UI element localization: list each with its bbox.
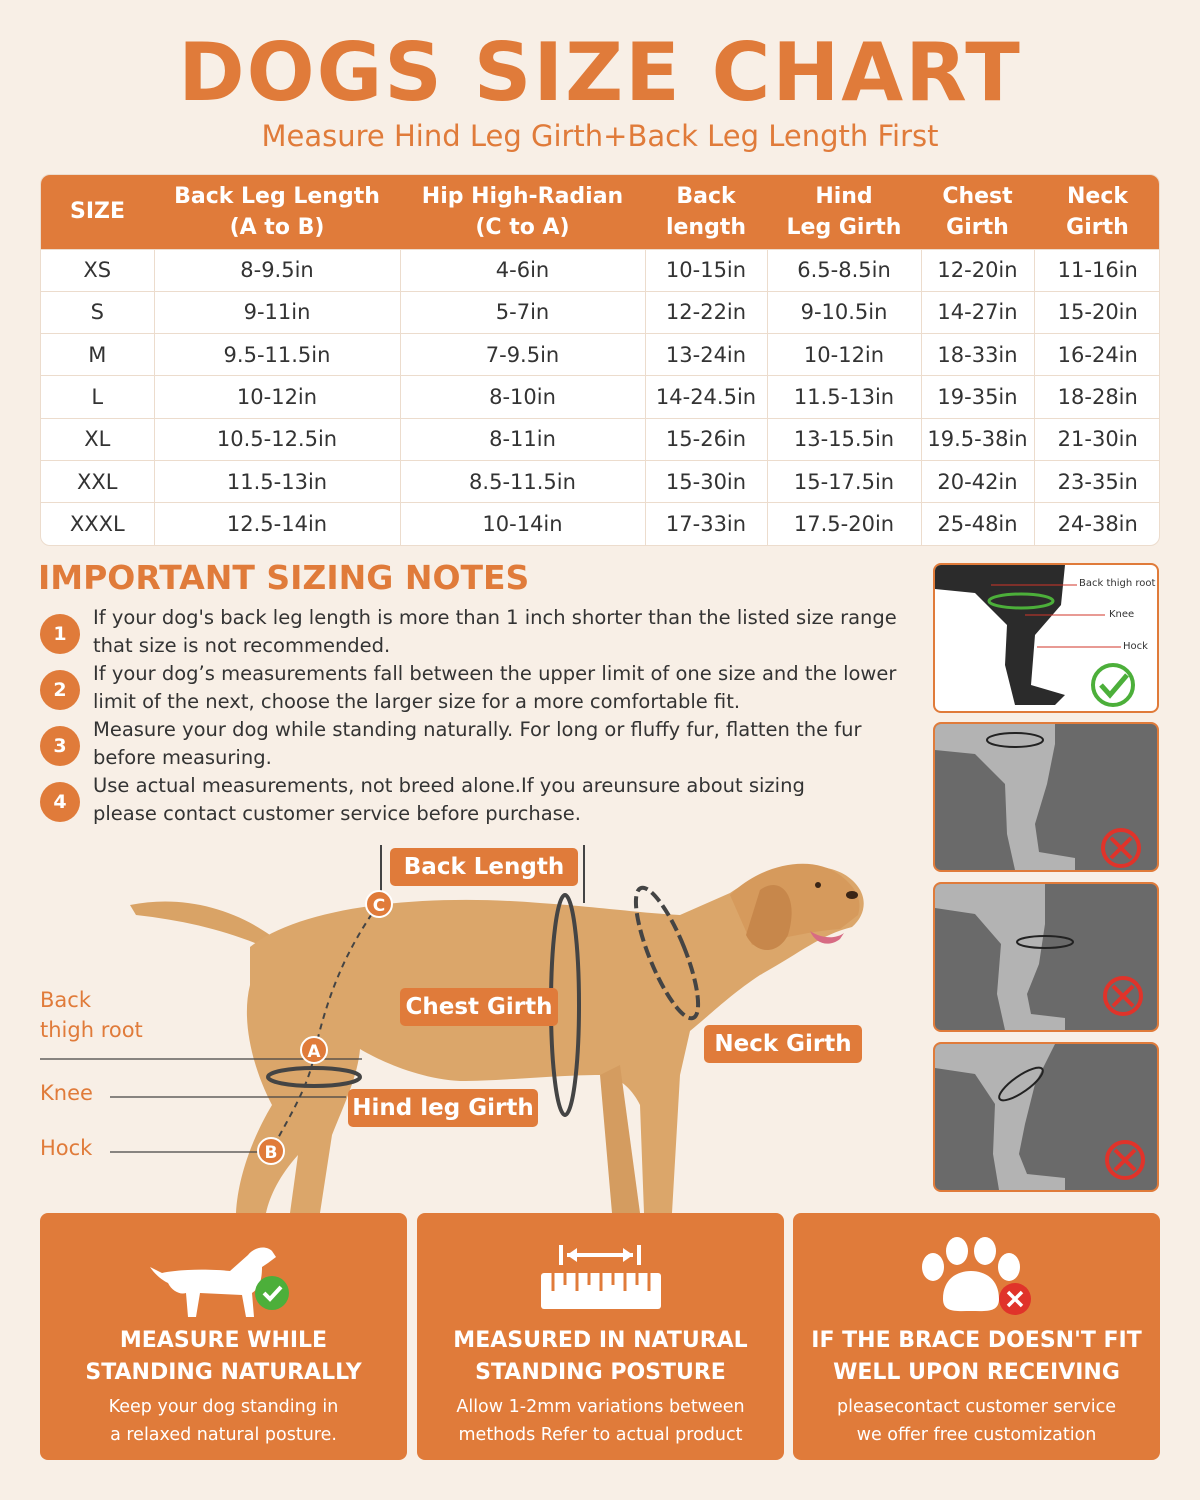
paw-graphic	[793, 1233, 1160, 1333]
table-row	[41, 249, 1160, 291]
measurement-cell: 24-38in	[1034, 503, 1160, 545]
size-cell: L	[41, 376, 154, 418]
wrong-fit-thumbnail	[933, 882, 1159, 1032]
measurement-cell: 21-30in	[1034, 418, 1160, 460]
wrong-brace-illustration	[935, 724, 1157, 870]
size-cell: S	[41, 291, 154, 333]
x-mark-icon	[1111, 838, 1131, 858]
measurement-cell: 10-14in	[400, 503, 645, 545]
header-line: (A to B)	[229, 214, 325, 240]
measurement-cell: 9.5-11.5in	[154, 334, 400, 376]
card-desc-line: Allow 1-2mm variations between	[456, 1397, 745, 1417]
table-row	[41, 460, 1160, 502]
card-title-line: STANDING NATURALLY	[85, 1360, 362, 1385]
note-text	[93, 660, 903, 716]
measurement-cell: 7-9.5in	[400, 334, 645, 376]
measurement-cell: 23-35in	[1034, 460, 1160, 502]
measurement-cell: 25-48in	[921, 503, 1034, 545]
measurement-cell: 10-12in	[767, 334, 921, 376]
table-body	[41, 249, 1160, 545]
measurement-cell: 9-10.5in	[767, 291, 921, 333]
back-length-label: Back Length	[390, 848, 578, 886]
sizing-notes-title: IMPORTANT SIZING NOTES	[38, 558, 530, 597]
measurement-cell: 10-12in	[154, 376, 400, 418]
dog-check-icon	[40, 1233, 407, 1333]
header-line: (C to A)	[475, 214, 570, 240]
card-title-line: MEASURED IN NATURAL	[453, 1328, 748, 1353]
paw-pad	[943, 1271, 999, 1311]
note-text	[93, 716, 903, 772]
measurement-cell: 18-28in	[1034, 376, 1160, 418]
note-item	[40, 660, 900, 716]
measurement-cell: 19.5-38in	[921, 418, 1034, 460]
header-line: Chest	[942, 183, 1013, 209]
note-line: Measure your dog while standing naturally. For long or fluffy fur, flatten the fur	[93, 718, 862, 741]
label-line: thigh root	[40, 1018, 143, 1042]
ruler-graphic	[417, 1233, 784, 1333]
thumb-back-thigh-root-label: Back thigh root	[1079, 578, 1156, 589]
measurement-cell: 15-20in	[1034, 291, 1160, 333]
card-description	[793, 1393, 1160, 1449]
measurement-cell: 14-24.5in	[645, 376, 767, 418]
note-text	[93, 772, 903, 828]
measurement-cell: 17-33in	[645, 503, 767, 545]
header-line: SIZE	[69, 199, 125, 225]
measurement-cell: 4-6in	[400, 249, 645, 291]
measurement-cell: 11.5-13in	[154, 460, 400, 502]
knee-label: Knee	[40, 1081, 93, 1105]
card-title	[417, 1325, 784, 1389]
hock-label: Hock	[40, 1136, 93, 1160]
note-line: that size is not recommended.	[93, 634, 391, 657]
measurement-cell: 6.5-8.5in	[767, 249, 921, 291]
leg-shape	[935, 1044, 1065, 1190]
measurement-cell: 15-30in	[645, 460, 767, 502]
note-number-badge: 2	[40, 670, 80, 710]
header-line: Back	[676, 183, 736, 209]
correct-fit-thumbnail	[933, 563, 1159, 713]
column-header	[41, 175, 154, 249]
measured-posture-card	[417, 1213, 784, 1460]
measurement-cell: 5-7in	[400, 291, 645, 333]
thumb-knee-label: Knee	[1109, 609, 1135, 620]
size-cell: XL	[41, 418, 154, 460]
dog-eye	[815, 882, 821, 888]
note-line: before measuring.	[93, 746, 272, 769]
table-row	[41, 376, 1160, 418]
measurement-cell: 14-27in	[921, 291, 1034, 333]
measurement-cell: 20-42in	[921, 460, 1034, 502]
measurement-cell: 8.5-11.5in	[400, 460, 645, 502]
point-a-marker: A	[300, 1036, 328, 1064]
hind-leg-girth-label: Hind leg Girth	[348, 1089, 538, 1127]
note-item	[40, 772, 900, 828]
table-row	[41, 291, 1160, 333]
x-mark-icon	[1115, 1150, 1135, 1170]
column-header	[400, 175, 645, 249]
note-line: limit of the next, choose the larger size for a more comfortable fit.	[93, 690, 741, 713]
check-circle-icon	[1093, 665, 1133, 705]
wrong-fit-thumbnail	[933, 722, 1159, 872]
measurement-cell: 15-17.5in	[767, 460, 921, 502]
card-title-line: STANDING POSTURE	[475, 1360, 726, 1385]
measurement-cell: 13-15.5in	[767, 418, 921, 460]
x-mark-icon	[1113, 986, 1133, 1006]
header-line: Back Leg Length	[174, 183, 380, 209]
measurement-cell: 12-20in	[921, 249, 1034, 291]
measurement-cell: 10.5-12.5in	[154, 418, 400, 460]
size-cell: XXL	[41, 460, 154, 502]
table-row	[41, 334, 1160, 376]
back-thigh-root-label	[40, 985, 143, 1045]
note-text	[93, 604, 903, 660]
dog-measurement-diagram	[40, 835, 920, 1213]
note-number-badge: 4	[40, 782, 80, 822]
point-b-marker: B	[257, 1137, 285, 1165]
column-header	[767, 175, 921, 249]
note-line: If your dog’s measurements fall between the upper limit of one size and the lower	[93, 662, 897, 685]
measurement-cell: 8-9.5in	[154, 249, 400, 291]
size-cell: XS	[41, 249, 154, 291]
column-header	[1034, 175, 1160, 249]
brace-leg-shape	[935, 565, 1065, 705]
card-title-line: MEASURE WHILE	[119, 1328, 328, 1353]
header-line: Leg Girth	[786, 214, 902, 240]
measurement-cell: 12-22in	[645, 291, 767, 333]
check-badge	[255, 1276, 289, 1310]
dog-shape	[150, 1248, 276, 1317]
measurement-cell: 15-26in	[645, 418, 767, 460]
card-desc-line: Keep your dog standing in	[108, 1397, 339, 1417]
note-item	[40, 604, 900, 660]
note-line: please contact customer service before purchase.	[93, 802, 582, 825]
measurement-cell: 17.5-20in	[767, 503, 921, 545]
measurement-cell: 12.5-14in	[154, 503, 400, 545]
check-mark-icon	[1101, 675, 1127, 695]
measurement-cell: 19-35in	[921, 376, 1034, 418]
measurement-cell: 8-11in	[400, 418, 645, 460]
leg-shape	[935, 884, 1065, 1030]
paw-toe	[922, 1253, 944, 1281]
measurement-cell: 13-24in	[645, 334, 767, 376]
thumb-hock-label: Hock	[1123, 641, 1148, 652]
chest-girth-label: Chest Girth	[400, 988, 558, 1026]
note-number-badge: 3	[40, 726, 80, 766]
paw-x-icon	[793, 1233, 1160, 1333]
column-header	[154, 175, 400, 249]
note-item	[40, 716, 900, 772]
measurement-cell: 10-15in	[645, 249, 767, 291]
note-line: If your dog's back leg length is more than 1 inch shorter than the listed size range	[93, 606, 897, 629]
measurement-cell: 16-24in	[1034, 334, 1160, 376]
card-title-line: WELL UPON RECEIVING	[833, 1360, 1120, 1385]
measure-standing-card	[40, 1213, 407, 1460]
label-line: Back	[40, 988, 91, 1012]
point-c-marker: C	[365, 890, 393, 918]
wrong-fit-thumbnail	[933, 1042, 1159, 1192]
card-description	[417, 1393, 784, 1449]
size-cell: M	[41, 334, 154, 376]
column-header	[645, 175, 767, 249]
neck-girth-label: Neck Girth	[704, 1025, 862, 1063]
size-chart-table	[40, 174, 1160, 546]
card-description	[40, 1393, 407, 1449]
card-title-line: IF THE BRACE DOESN'T FIT	[811, 1328, 1142, 1353]
card-desc-line: pleasecontact customer service	[836, 1397, 1117, 1417]
column-header	[921, 175, 1034, 249]
paw-toe	[974, 1237, 996, 1265]
ruler-icon	[417, 1233, 784, 1333]
card-desc-line: we offer free customization	[856, 1425, 1097, 1445]
dog-silhouette-icon	[40, 1233, 407, 1333]
header-line: Hind	[815, 183, 873, 209]
card-desc-line: methods Refer to actual product	[458, 1425, 743, 1445]
wrong-brace-illustration	[935, 1044, 1157, 1190]
header-line: Hip High-Radian	[421, 183, 624, 209]
page-subtitle: Measure Hind Leg Girth+Back Leg Length First	[261, 119, 939, 153]
size-cell: XXXL	[41, 503, 154, 545]
measurement-cell: 11-16in	[1034, 249, 1160, 291]
header-line: Girth	[946, 214, 1009, 240]
page-title: DOGS SIZE CHART	[178, 26, 1022, 119]
wrong-brace-illustration	[935, 884, 1157, 1030]
brace-fit-card	[793, 1213, 1160, 1460]
card-title	[40, 1325, 407, 1389]
paw-toe	[998, 1253, 1020, 1281]
card-title	[793, 1325, 1160, 1389]
measurement-cell: 18-33in	[921, 334, 1034, 376]
header-line: length	[665, 214, 747, 240]
measurement-cell: 8-10in	[400, 376, 645, 418]
card-desc-line: a relaxed natural posture.	[110, 1425, 337, 1445]
note-line: Use actual measurements, not breed alone.If you areunsure about sizing	[93, 774, 805, 797]
measurement-cell: 11.5-13in	[767, 376, 921, 418]
dog-nose	[846, 891, 858, 899]
paw-toe	[946, 1237, 968, 1265]
table-header-row	[41, 175, 1160, 249]
header-line: Girth	[1066, 214, 1129, 240]
table-row	[41, 503, 1160, 545]
measurement-cell: 9-11in	[154, 291, 400, 333]
note-number-badge: 1	[40, 614, 80, 654]
table-row	[41, 418, 1160, 460]
header-line: Neck	[1066, 183, 1128, 209]
